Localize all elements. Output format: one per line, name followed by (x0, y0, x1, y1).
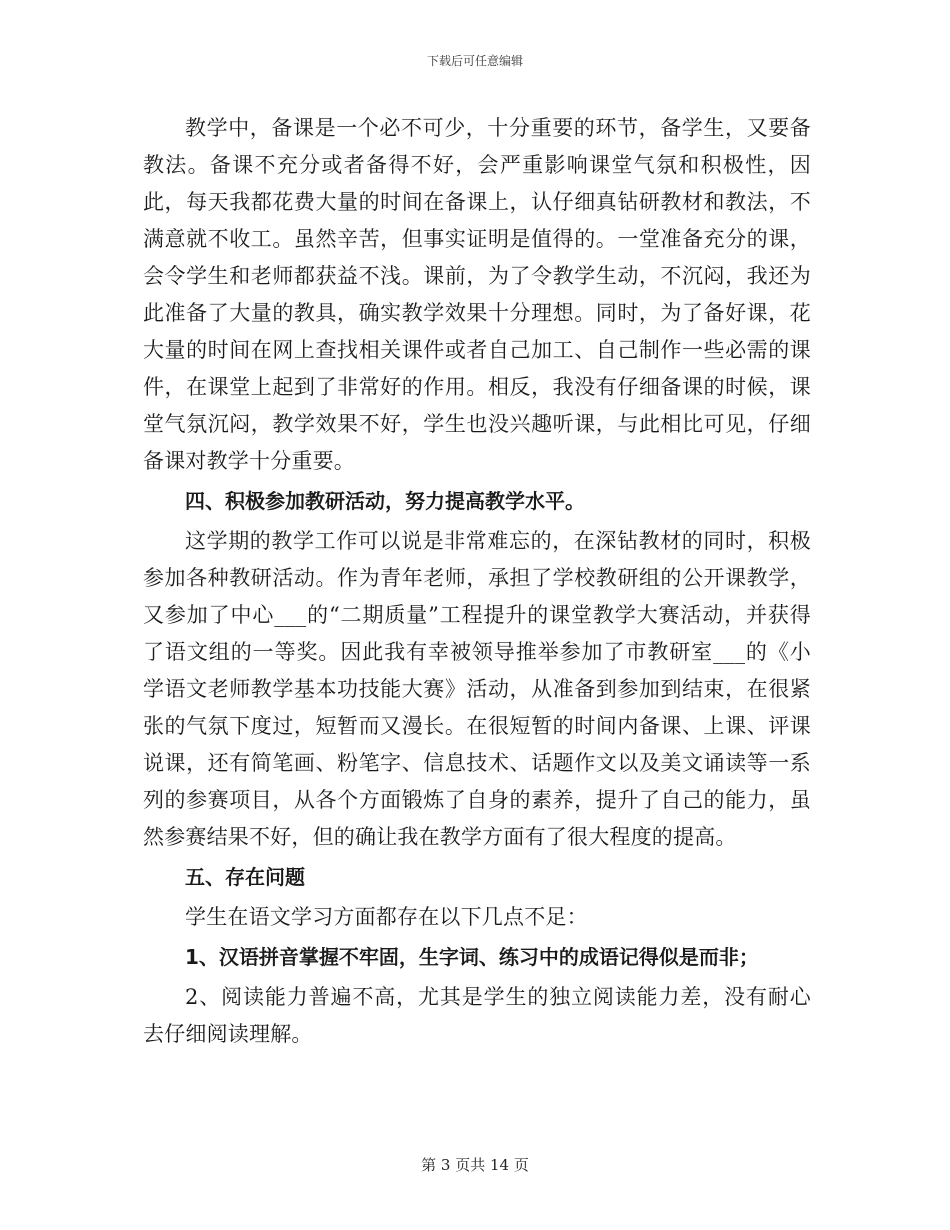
page-footer: 第 3 页共 14 页 (421, 1156, 529, 1174)
page-header: 下载后可任意编辑 (426, 54, 523, 68)
paragraph-lesson-prep: 教学中，备课是一个必不可少，十分重要的环节，备学生，又要备教法。备课不充分或者备得不好，会严重影响课堂气氛和积极性，因此，每天我都花费大量的时间在备课上，认仔细真钻研教材和教法，不满意就不收工。虽然辛苦，但事实证明是值得的。一堂准备充分的课，会令学生和老师都获益不浅。课前，为了令教学生动，不沉闷，我还为此准备了大量的教具，确实教学效果十分理想。同时，为了备好课，花大量的时间在网上查找相关课件或者自己加工、自己制作一些必需的课件，在课堂上起到了非常好的作用。相反，我没有仔细备课的时候，课堂气氛沉闷，教学效果不好，学生也没兴趣听课，与此相比可见，仔细备课对教学十分重要。 (143, 116, 811, 473)
document-body (143, 110, 811, 1053)
paragraph-problems-intro: 学生在语文学习方面都存在以下几点不足： (185, 905, 588, 929)
section-heading-teaching-research: 四、积极参加教研活动，努力提高教学水平。 (185, 489, 585, 513)
problem-item-2: 2、阅读能力普遍不高，尤其是学生的独立阅读能力差，没有耐心去仔细阅读理解。 (143, 985, 811, 1046)
section-heading-problems: 五、存在问题 (185, 865, 305, 889)
paragraph-teaching-research: 这学期的教学工作可以说是非常难忘的，在深钻教材的同时，积极参加各种教研活动。作为青年老师，承担了学校教研组的公开课教学，又参加了中心___的“二期质量”工程提升的课堂教学大赛活动，并获得了语文组的一等奖。因此我有幸被领导推举参加了市教研室___的《小学语文老师教学基本功技能大赛》活动，从准备到参加到结束，在很紧张的气氛下度过，短暂而又漫长。在很短暂的时间内备课、上课、评课说课，还有简笔画、粉笔字、信息技术、话题作文以及美文诵读等一系列的参赛项目，从各个方面锻炼了自身的素养，提升了自己的能力，虽然参赛结果不好，但的确让我在教学方面有了很大程度的提高。 (143, 529, 811, 849)
problem-item-1: 1、汉语拼音掌握不牢固，生字词、练习中的成语记得似是而非； (185, 945, 759, 969)
